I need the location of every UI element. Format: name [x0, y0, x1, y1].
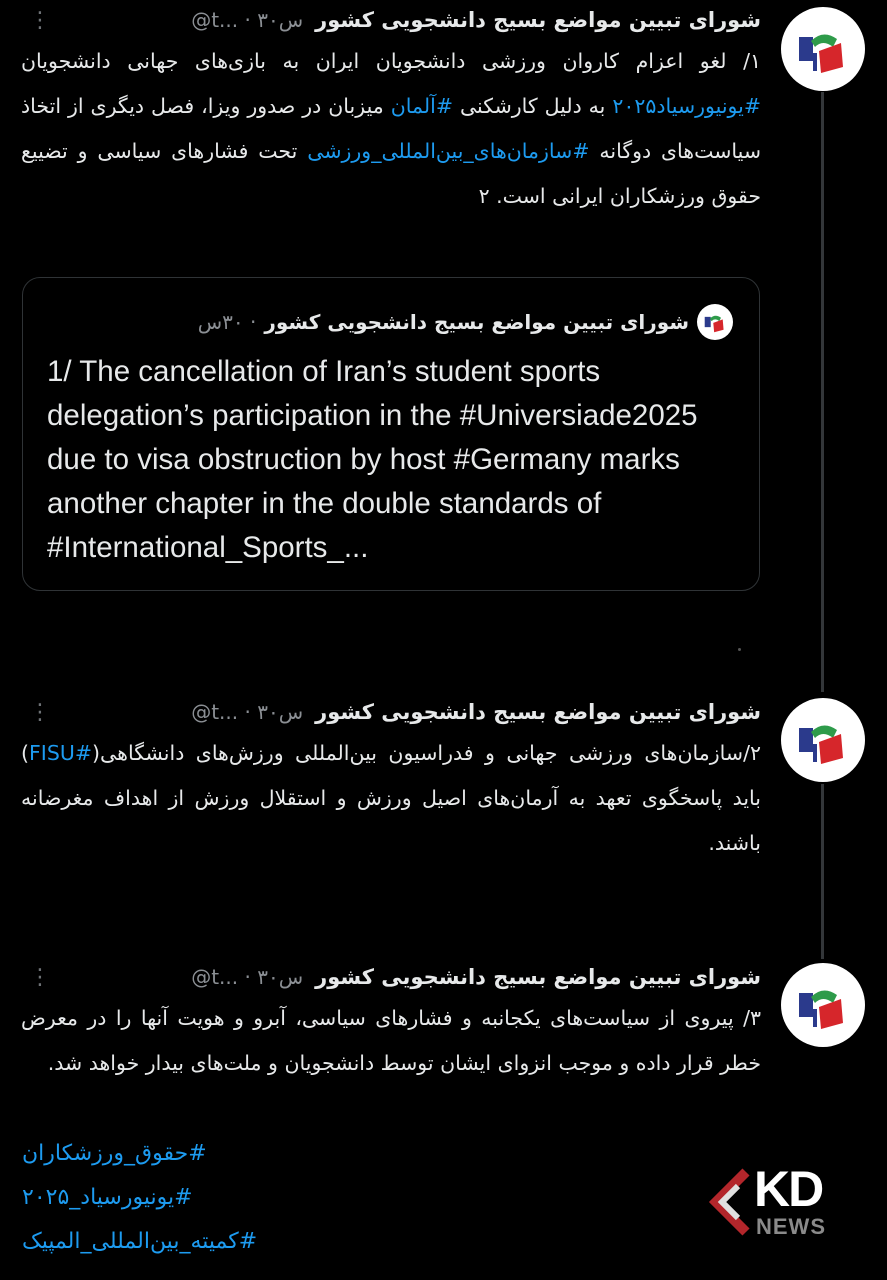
avatar-logo-icon: [781, 7, 865, 91]
hashtag-link[interactable]: #حقوق_ورزشکاران: [22, 1141, 207, 1166]
author-name[interactable]: شورای تبیین مواضع بسیج دانشجویی کشور: [315, 700, 761, 724]
hashtag-list: [22, 1132, 257, 1264]
thread-line: [821, 92, 824, 692]
quote-text: 1/ The cancellation of Iran’s student sports delegation’s participation in the #Universiade2025 due to visa obstruction by host #Germany marks another chapter in the double standards of #International_Sports_...: [47, 355, 698, 564]
more-options-icon[interactable]: ⋮: [29, 7, 49, 33]
avatar-logo-icon: [697, 304, 733, 340]
tweet-text-segment: ۳/ پیروی از سیاست‌های یکجانبه و فشارهای سیاسی، آبرو و هویت آنها را در معرض خطر قرار داده و موجب انزوای ایشان توسط دانشجویان و ملت‌های بیدار خواهد شد.: [21, 1006, 761, 1075]
quoted-tweet[interactable]: [22, 277, 760, 591]
tweet-text: [21, 731, 761, 866]
watermark-news: NEWS: [756, 1214, 826, 1239]
tweet-text: [21, 39, 761, 219]
kd-news-watermark: [702, 1161, 852, 1244]
separator-dot: [738, 648, 741, 651]
hashtag-link[interactable]: #FISU: [29, 741, 93, 765]
more-options-icon[interactable]: ⋮: [29, 699, 49, 725]
hashtag-link[interactable]: #سازمان‌های_بین‌المللی_ورزشی: [307, 139, 590, 163]
tweet-text-segment: ۲/سازمان‌های ورزشی جهانی و فدراسیون بین‌المللی ورزش‌های دانشگاهی(: [92, 741, 761, 765]
tweet[interactable]: [21, 697, 761, 866]
quote-author-name: شورای تبیین مواضع بسیج دانشجویی کشور: [264, 310, 689, 334]
tweet-text-segment: ۱/ لغو اعزام کاروان ورزشی دانشجویان ایران به بازی‌های جهانی دانشجویان: [21, 49, 761, 73]
kd-logo-icon: [702, 1166, 754, 1242]
author-name[interactable]: شورای تبیین مواضع بسیج دانشجویی کشور: [315, 965, 761, 989]
avatar-logo-icon: [781, 698, 865, 782]
avatar: [697, 304, 733, 340]
handle-time: @t... · ۳۰س: [191, 700, 304, 724]
hashtag-link[interactable]: #یونیورسیاد_۲۰۲۵: [22, 1185, 193, 1210]
tweet-text: [21, 996, 761, 1086]
hashtag-link[interactable]: #آلمان: [390, 94, 453, 118]
watermark-kd: KD: [754, 1161, 823, 1217]
avatar[interactable]: [781, 698, 865, 782]
avatar[interactable]: [781, 963, 865, 1047]
tweet-text-segment: میزبان در صدور ویزا، فصل دیگری از اتخاذ سیاست‌های دوگانه: [21, 94, 761, 163]
tweet[interactable]: [21, 962, 761, 1086]
tweet[interactable]: [21, 5, 761, 219]
hashtag-link[interactable]: #یونیورسیاد۲۰۲۵: [612, 94, 761, 118]
avatar-logo-icon: [781, 963, 865, 1047]
thread-line: [821, 784, 824, 959]
tweet-text-segment: به دلیل کارشکنی: [453, 94, 613, 118]
author-name[interactable]: شورای تبیین مواضع بسیج دانشجویی کشور: [315, 8, 761, 32]
handle-time: @t... · ۳۰س: [191, 8, 304, 32]
more-options-icon[interactable]: ⋮: [29, 964, 49, 990]
avatar[interactable]: [781, 7, 865, 91]
hashtag-link[interactable]: #کمیته_بین‌المللی_المپیک: [22, 1229, 258, 1254]
tweet-text-segment: ) باید پاسخگوی تعهد به آرمان‌های اصیل ورزش و استقلال ورزش از اهداف مغرضانه باشند.: [21, 741, 761, 855]
quote-time: · ۳۰س: [197, 310, 257, 334]
tweet-text-segment: تحت فشارهای سیاسی و تضییع حقوق ورزشکاران ایرانی است. ۲: [21, 139, 761, 208]
handle-time: @t... · ۳۰س: [191, 965, 304, 989]
